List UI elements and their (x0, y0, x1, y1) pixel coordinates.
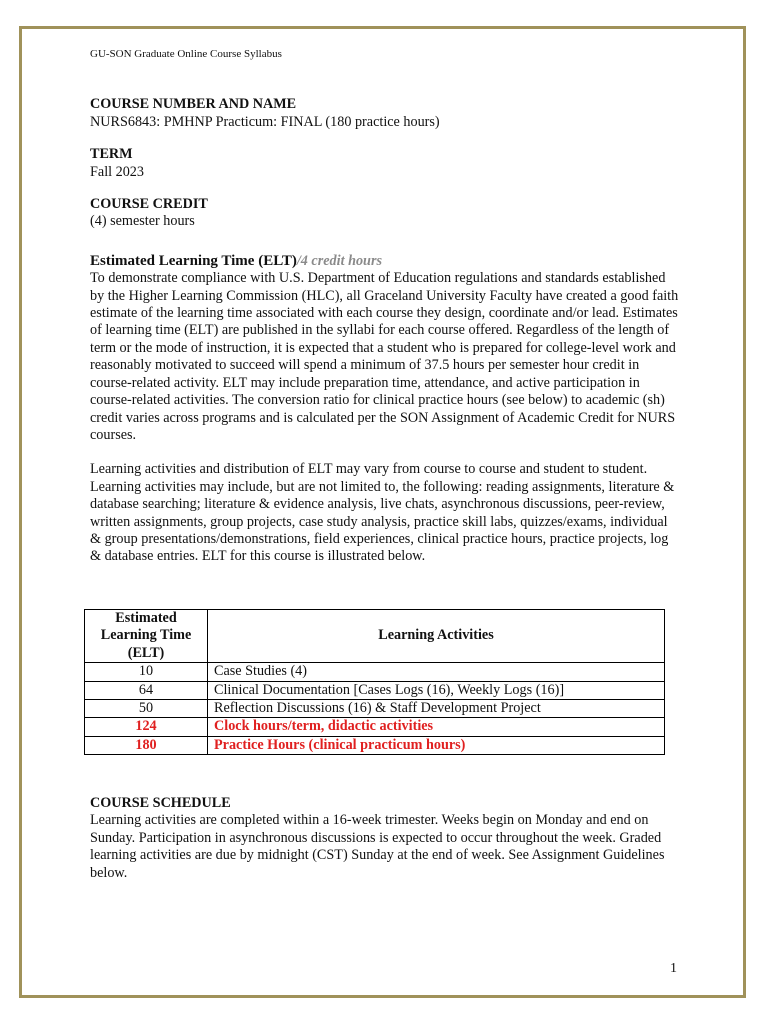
row-elt: 10 (85, 663, 208, 681)
row-elt: 180 (85, 736, 208, 754)
elt-paragraph-2: Learning activities and distribution of ELT may vary from course to course and student to student. Learning activities may include, but are not limited to, the following: reading assignments, literature & database searching; literature & evidence analysis, live chats, asynchronous discussions, peer-review, written assignments, group projects, case study analysis, practice skill labs, quizzes/exams, individual & group presentations/demonstrations, field experiences, clinical practice hours, practice projects, log & database entries. ELT for this course is illustrated below. (90, 461, 675, 565)
course-schedule-text: Learning activities are completed within a 16-week trimester. Weeks begin on Monday and end on Sunday. Participation in asynchronous discussions is expected to occur throughout the week. Graded learning activities are due by midnight (CST) Sunday at the end of week. See Assignment Guidelines below. (90, 812, 665, 881)
page-number: 1 (670, 961, 677, 976)
course-number-value: NURS6843: PMHNP Practicum: FINAL (180 practice hours) (90, 113, 440, 130)
table-row-highlight (85, 736, 665, 754)
table-row-highlight (85, 718, 665, 736)
table-header-row (85, 610, 665, 663)
elt-paragraph-1: To demonstrate compliance with U.S. Department of Education regulations and standards established by the Higher Learning Commission (HLC), all Graceland University Faculty have created a good faith estimate of the learning time associated with each course they design, coordinate and/or lead. Estimates of learning time (ELT) are published in the syllabi for each course offered. Regardless of the length of term or the mode of instruction, it is expected that a student who is prepared for college-level work and reasonably motivated to succeed will spend a minimum of 37.5 hours per semester hour credit in course-related activity. ELT may include preparation time, attendance, and active participation in course-related activities. The conversion ratio for clinical practice hours (see below) to academic (sh) credit varies across programs and is calculated per the SON Assignment of Academic Credit for NURS courses. (90, 270, 679, 443)
header-elt: Estimated Learning Time (ELT) (85, 610, 208, 663)
term-title: TERM (90, 146, 133, 163)
elt-title-suffix: /4 credit hours (296, 252, 382, 269)
row-elt: 64 (85, 681, 208, 699)
table-row (85, 681, 665, 699)
elt-heading (90, 253, 680, 270)
course-schedule-section (90, 795, 680, 882)
table-row (85, 700, 665, 718)
course-credit-section (90, 196, 680, 231)
row-activity: Reflection Discussions (16) & Staff Development Project (208, 700, 665, 718)
term-section (90, 146, 680, 181)
course-number-title: COURSE NUMBER AND NAME (90, 96, 297, 113)
course-credit-value: (4) semester hours (90, 213, 195, 230)
term-value: Fall 2023 (90, 163, 144, 180)
table-row (85, 663, 665, 681)
elt-table (84, 609, 665, 755)
row-elt: 50 (85, 700, 208, 718)
syllabus-content (90, 46, 680, 566)
course-credit-title: COURSE CREDIT (90, 196, 208, 213)
row-activity: Clock hours/term, didactic activities (208, 718, 665, 736)
row-activity: Clinical Documentation [Cases Logs (16), Weekly Logs (16)] (208, 681, 665, 699)
elt-section (90, 253, 680, 566)
row-elt: 124 (85, 718, 208, 736)
header-activities: Learning Activities (208, 610, 665, 663)
course-schedule-title: COURSE SCHEDULE (90, 795, 231, 811)
row-activity: Case Studies (4) (208, 663, 665, 681)
document-header: GU-SON Graduate Online Course Syllabus (90, 48, 282, 60)
elt-title: Estimated Learning Time (ELT) (90, 252, 297, 269)
row-activity: Practice Hours (clinical practicum hours) (208, 736, 665, 754)
course-number-section (90, 96, 680, 131)
